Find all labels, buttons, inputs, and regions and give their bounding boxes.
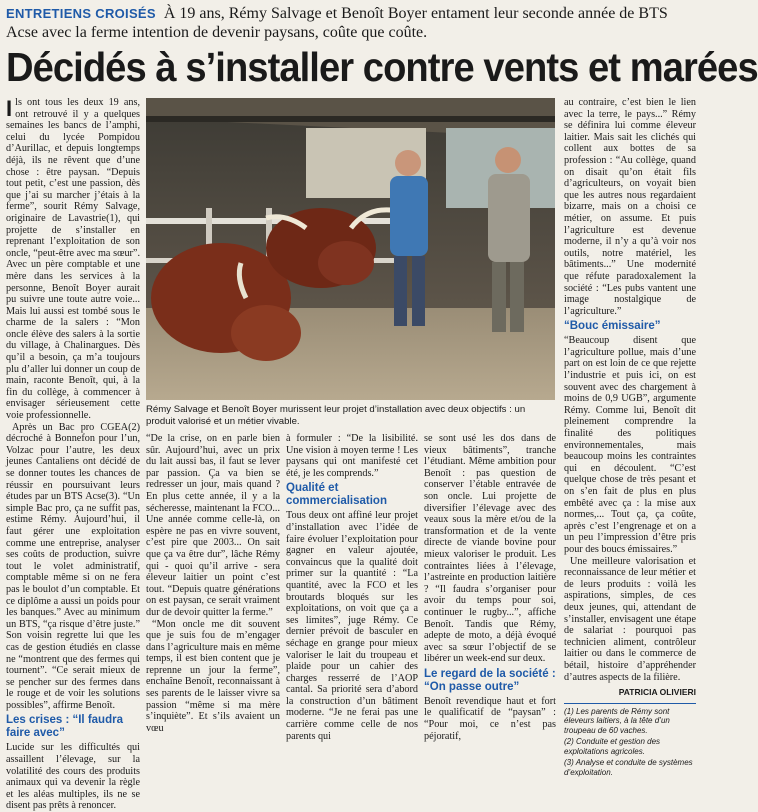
author-byline: PATRICIA OLIVIERI bbox=[618, 687, 696, 698]
subheading-qualite: Qualité et commercialisation bbox=[286, 482, 387, 508]
kicker bbox=[6, 4, 696, 42]
col5-paragraph-3: Une meilleure valorisation et reconnaissance de leur métier et de leurs produits : voilà les aspirations, simples, de ces deux jeunes, qui, attendant de s’installer, envisagent une étape de salariat : pourquoi pas technicien aliment, contrôleur laitier ou dans le commerce de bétail, histoire d’appréhender d’autres aspects de la filière. bbox=[564, 555, 696, 683]
footnote-3: (3) Analyse et conduite de systèmes d’exploitation. bbox=[564, 758, 693, 777]
subheading-regard: Le regard de la société : “On passe outre” bbox=[424, 667, 556, 693]
col4-paragraph-2: Benoît revendique haut et fort le qualificatif de “paysan” : “Pour moi, ce n’est pas péjoratif, bbox=[424, 695, 556, 742]
col1-paragraph-3: Lucide sur les difficultés qui assaillent l’élevage, sur la volatilité des cours des produits animaux qui va devenir la règle et les aléas multiples, ils ne se disent pas prêts à renoncer. bbox=[6, 742, 140, 812]
photo-caption: Rémy Salvage et Benoît Boyer murissent leur projet d’installation avec deux objectifs : un produit valorisé et un métier vivable. bbox=[146, 404, 526, 427]
subheading-bouc: “Bouc émissaire” bbox=[564, 320, 661, 333]
kicker-text: À 19 ans, Rémy Salvage et Benoît Boyer entament leur seconde année de BTS Acse avec la ferme intention de devenir paysans, coûte que coûte. bbox=[6, 5, 668, 41]
column-1 bbox=[6, 96, 140, 812]
rubric-label: ENTRETIENS CROISÉS bbox=[6, 6, 156, 21]
col5-paragraph-2: “Beaucoup disent que l’agriculture pollue, mais d’une part on est loin de ce que rejette l’industrie et puis ici, on est souvent avec des chargement à moins de 0,9 UGB”, argumente Rémy. Comme lui, Benoît dit pleinement comprendre la finalité des politiques environnementales, mais beaucoup moins les contraintes qui en découlent. “C’est quelque chose de très pesant et on s’en fait de plus en plus embêté avec ça : la mise aux normes,... Tout ça, ça coûte, après c’est l’engrenage et on a un peu l’impression d’être pris pour des boucs émissaires.” bbox=[564, 335, 696, 555]
footnote-1: (1) Les parents de Rémy sont éleveurs laitiers, à la tête d’un troupeau de 60 vaches. bbox=[564, 706, 670, 735]
farm-photo-illustration bbox=[146, 98, 555, 400]
headline: Décidés à s’installer contre vents et marées bbox=[6, 44, 758, 90]
column-4 bbox=[424, 433, 556, 742]
col5-paragraph-1: au contraire, c’est bien le lien avec la terre, le pays...” Rémy se définira lui comme éleveur laitier. Mais sait les clichés qui collent aux bottes de sa profession : “Au collège, quand on disait qu’on était fils d’agriculteurs, on voyait bien que les autres nous regardaient bizarre, mais on a choisi ce métier, on assume. Et puis l’agriculture est devenue moderne, il n’y a qu’à voir nos outils, notre matériel, les bâtiments...” Une modernité que réfute paradoxalement la société : “Les pubs vantent une image nostalgique de l’agriculture.” bbox=[564, 97, 696, 317]
footnote-2: (2) Conduite et gestion des exploitations agricoles. bbox=[564, 737, 661, 756]
article-photo bbox=[146, 98, 555, 400]
column-5 bbox=[564, 97, 696, 777]
col1-paragraph-1: ls ont tous les deux 19 ans, ont retrouvé il y a quelques semaines les bancs de l’amphi, celui du lycée Pompidou d’Aurillac, et depuis longtemps déjà, ils ne rêvent que d’une chose : être paysan. “Depuis tout petit, c’est une passion, dès que j’ai su marcher j’étais à la ferme”, sourit Rémy Salvage, originaire de Lavastrie(1), qui projette de s’installer en reprenant l’exploitation de son oncle, “peut-être avec ma sœur”. Avec un père comptable et une mère dans les services à la personne, Benoît Boyer aurait pu suivre une toute autre voie... Mais lui aussi est tombé sous le charme de la salers : “Mon oncle élève des salers à la sortie du village, à Chalinargues. Dès qu’il a besoin, ça m’a toujours plu d’aller lui donner un coup de main, raconte Benoît, qui, à la fin du collège, à commencer à envisager sérieusement cette voie professionnelle. bbox=[6, 97, 140, 422]
col4-paragraph-1: se sont usé les dos dans de vieux bâtiments”, tranche l’étudiant. Même ambition pour Benoît : pas question de conserver l’étable entravée de son oncle. Lui projette de diversifier l’élevage avec des veaux sous la mère et/ou de la transformation et de la vente directe de viande bovine pour mieux valoriser le produit. Les contraintes liées à l’élevage, l’astreinte en production laitière ? “Il faudra s’organiser pour avoir du temps pour soi, continuer le rugby...”, affiche Benoît. Tandis que Rémy, adepte de moto, a déjà évoqué avec sa sœur l’objectif de se libérer un week-end sur deux. bbox=[424, 433, 556, 665]
subheading-crises: Les crises : “Il faudra faire avec” bbox=[6, 714, 123, 740]
col1-paragraph-2: Après un Bac pro CGEA(2) décroché à Bonnefon pour l’un, Volzac pour l’autre, les deux jeunes Cantaliens ont décidé de se donner toutes les chances de réussir en poursuivant leurs études par un BTS Acse(3). “Un simple Bac pro, ça ne suffit pas, estime Rémy. Aujourd’hui, il faut gérer une exploitation comme une entreprise, analyser ses coûts de production, suivre tout le volet administratif, comptable même si on ne fera pas le boulot d’un comptable. Et ce diplôme a aussi un poids pour les banques.” Avec au minimum un BTS, “ça risque d’être juste.” Son voisin regrette lui que les cas de gestion étudiés en classe ne “montrent que des fermes qui tournent”. “Ce serait mieux de se pencher sur des fermes dans le rouge et de voir les solutions possibles”, affirme Benoît. bbox=[6, 421, 140, 711]
col3-paragraph-1: à formuler : “De la lisibilité. Une vision à moyen terme ! Les paysans qui ont manifesté cet été, je les comprends.” bbox=[286, 433, 418, 479]
col2-paragraph-1: “De la crise, on en parle bien sûr. Aujourd’hui, avec un prix du lait aussi bas, il faut se lever par passion. Ça va bien se redresser un jour, mais quand ? En plus cette année, il y a la sécheresse, maintenant la FCO... Une année comme celle-là, on espère ne pas en vivre souvent, c’est pire que 2003... On sait que ça va être dur”, lâche Rémy qui - quoi qu’il arrive - sera éleveur laitier un point c’est tout. “Depuis quatre générations on est paysan, ce serait vraiment dur de devoir quitter la ferme.” bbox=[146, 433, 280, 618]
column-2 bbox=[146, 433, 280, 734]
col3-paragraph-2: Tous deux ont affiné leur projet d’installation avec l’idée de faire évoluer l’exploitation pour gagner en valeur ajoutée, convaincus que la qualité doit primer sur la quantité : “La quantité, avec la FCO et les broutards bloqués sur les exploitations, on voit que ça a ses limites”, juge Rémy. Ce dernier prévoit de basculer en séchage en grange pour mieux valoriser le lait du troupeau et plaide pour un cahier des charges resserré de l’AOP cantal. Sa priorité sera d’abord la construction d’un bâtiment moderne. “Je ne ferai pas une carrière comme celle de nos parents qui bbox=[286, 510, 418, 742]
drop-cap: I bbox=[6, 96, 13, 121]
col2-paragraph-2: “Mon oncle me dit souvent que je suis fou de m’engager dans l’agriculture mais en même temps, il est bien content que je reprenne un jour la ferme”, enchaîne Benoît, reconnaissant à ses parents de le laisser vivre sa passion “même si ma mère s’inquiète”. Et s’ils avaient un vœu bbox=[146, 618, 280, 734]
column-3 bbox=[286, 433, 418, 742]
footnotes bbox=[564, 703, 696, 778]
